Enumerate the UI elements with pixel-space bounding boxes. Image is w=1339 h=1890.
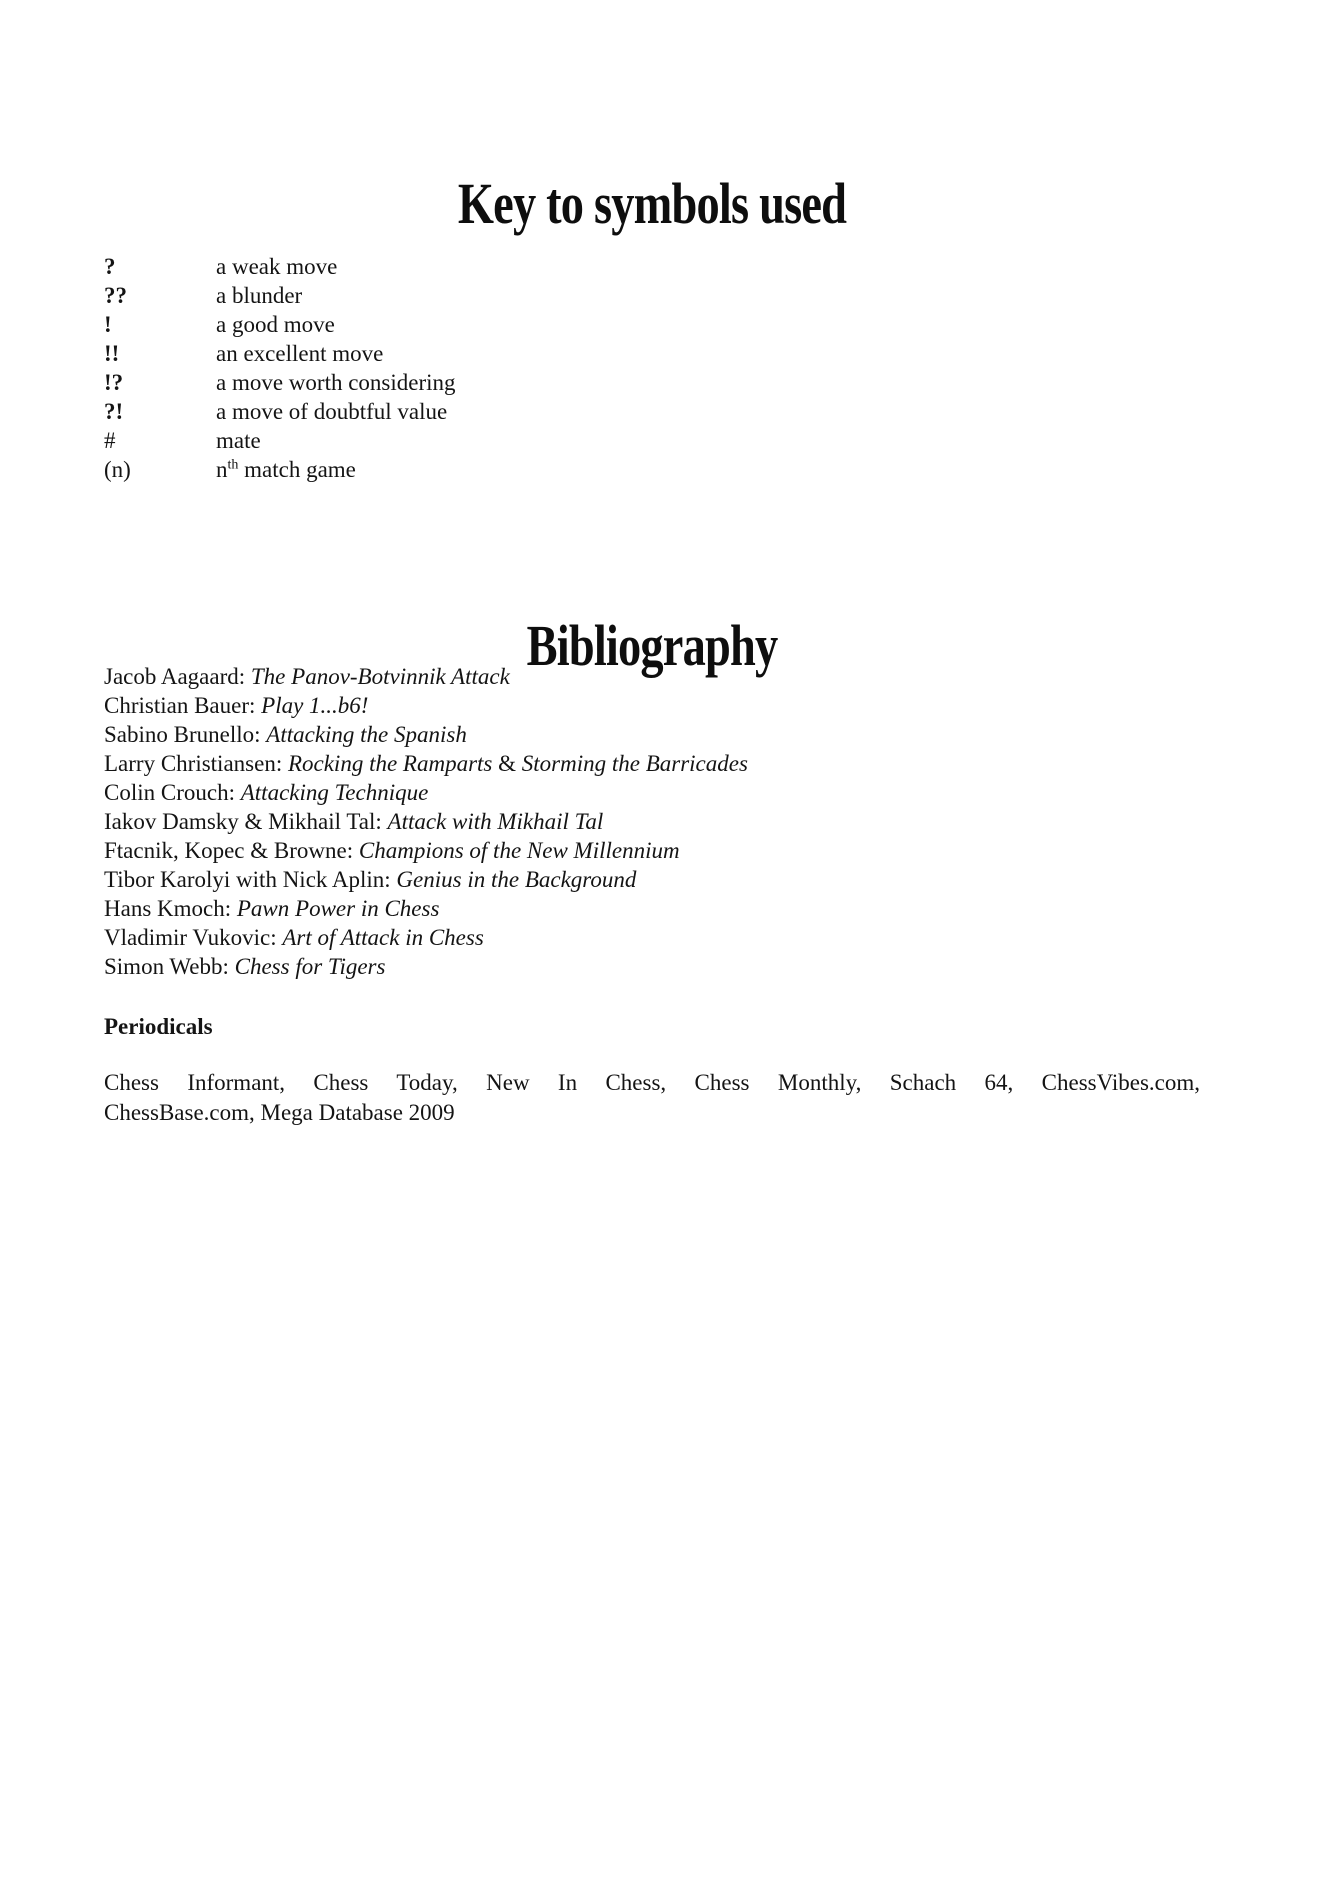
symbol-row (104, 426, 1200, 455)
symbol-glyph: # (104, 428, 116, 453)
symbol-meaning: a move of doubtful value (216, 399, 448, 424)
symbol-row (104, 310, 1200, 339)
symbol-glyph: !! (104, 341, 120, 366)
bibliography-entry: Tibor Karolyi with Nick Aplin: Genius in the Background (104, 867, 637, 892)
symbol-glyph: ! (104, 312, 112, 337)
symbol-meaning: $n^{th}$ match game (216, 457, 356, 482)
bibliography-entry: Ftacnik, Kopec & Browne: Champions of the New Millennium (104, 838, 680, 863)
symbol-glyph: !? (104, 370, 124, 395)
symbol-row (104, 455, 1200, 484)
bibliography-entry: Larry Christiansen: Rocking the Ramparts & Storming the Barricades (104, 751, 748, 776)
bibliography-entry: Vladimir Vukovic: Art of Attack in Chess (104, 925, 484, 950)
periodicals-line-2: ChessBase.com, Mega Database 2009 (104, 1100, 455, 1125)
bibliography-entries (104, 662, 1200, 981)
periodicals-heading: Periodicals (104, 1014, 213, 1039)
symbol-glyph: (n) (104, 457, 131, 482)
bibliography-title: Bibliography (526, 612, 778, 678)
symbol-meaning: a good move (216, 312, 335, 337)
periodicals-paragraph (104, 1068, 1200, 1128)
symbol-row (104, 368, 1200, 397)
bibliography-entry: Christian Bauer: Play 1...b6! (104, 693, 369, 718)
symbol-glyph: ? (104, 254, 116, 279)
symbol-glyph: ?? (104, 283, 127, 308)
symbol-row (104, 339, 1200, 368)
symbol-glyph: ?! (104, 399, 124, 424)
bibliography-entry: Sabino Brunello: Attacking the Spanish (104, 722, 467, 747)
symbol-meaning: a move worth considering (216, 370, 456, 395)
bibliography-entry: Jacob Aagaard: The Panov-Botvinnik Attack (104, 664, 510, 689)
bibliography-entry: Simon Webb: Chess for Tigers (104, 954, 386, 979)
symbol-meaning: mate (216, 428, 261, 453)
symbol-row (104, 252, 1200, 281)
bibliography-entry: Iakov Damsky & Mikhail Tal: Attack with Mikhail Tal (104, 809, 604, 834)
symbol-row (104, 397, 1200, 426)
key-to-symbols-title: Key to symbols used (457, 170, 847, 236)
bibliography-entry: Hans Kmoch: Pawn Power in Chess (104, 896, 440, 921)
periodicals-line-1: Chess Informant, Chess Today, New In Chess, Chess Monthly, Schach 64, ChessVibes.com, (104, 1070, 1200, 1095)
symbol-row (104, 281, 1200, 310)
symbol-meaning: a blunder (216, 283, 303, 308)
bibliography-entry: Colin Crouch: Attacking Technique (104, 780, 429, 805)
symbol-meaning: an excellent move (216, 341, 384, 366)
symbol-meaning: a weak move (216, 254, 338, 279)
symbols-list (104, 252, 1200, 484)
